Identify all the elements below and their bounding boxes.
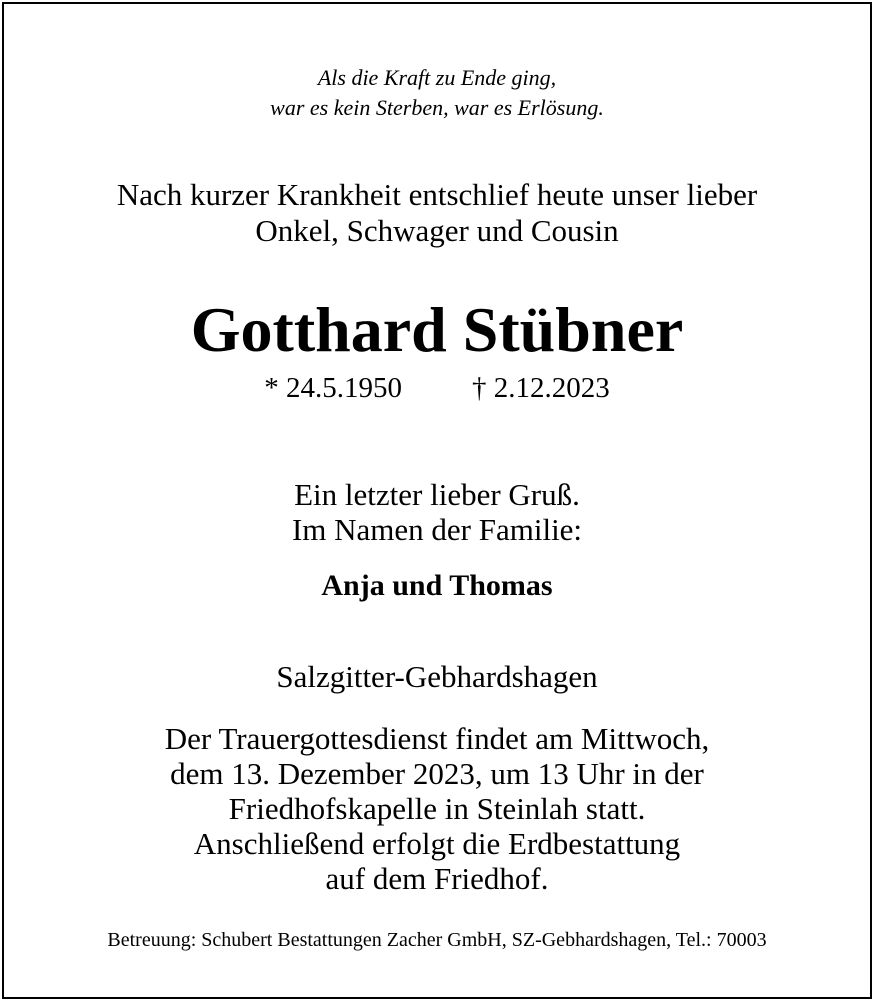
intro-line-1: Nach kurzer Krankheit entschlief heute unser lieber [116, 177, 758, 212]
service-line-4: Anschließend erfolgt die Erdbestattung [193, 826, 681, 861]
death-date: † 2.12.2023 [472, 372, 610, 404]
intro-line-2: Onkel, Schwager und Cousin [255, 213, 619, 248]
service-line-5: auf dem Friedhof. [325, 861, 549, 896]
greeting-line-2: Im Namen der Familie: [291, 512, 583, 547]
service-line-2: dem 13. Dezember 2023, um 13 Uhr in der [170, 756, 704, 791]
service-line-1: Der Trauergottesdienst findet am Mittwoch, [164, 721, 710, 756]
signers: Anja und Thomas [321, 569, 553, 602]
life-dates [0, 374, 874, 403]
motto-line-1: Als die Kraft zu Ende ging, [317, 65, 557, 90]
undertaker-footer: Betreuung: Schubert Bestattungen Zacher GmbH, SZ-Gebhardshagen, Tel.: 70003 [107, 929, 767, 951]
motto-line-2: war es kein Sterben, war es Erlösung. [270, 95, 604, 120]
service-line-3: Friedhofskapelle in Steinlah statt. [228, 791, 646, 826]
deceased-name: Gotthard Stübner [190, 294, 684, 365]
birth-date: * 24.5.1950 [264, 372, 402, 404]
place: Salzgitter-Gebhardshagen [276, 659, 598, 694]
greeting-line-1: Ein letzter lieber Gruß. [294, 477, 580, 512]
